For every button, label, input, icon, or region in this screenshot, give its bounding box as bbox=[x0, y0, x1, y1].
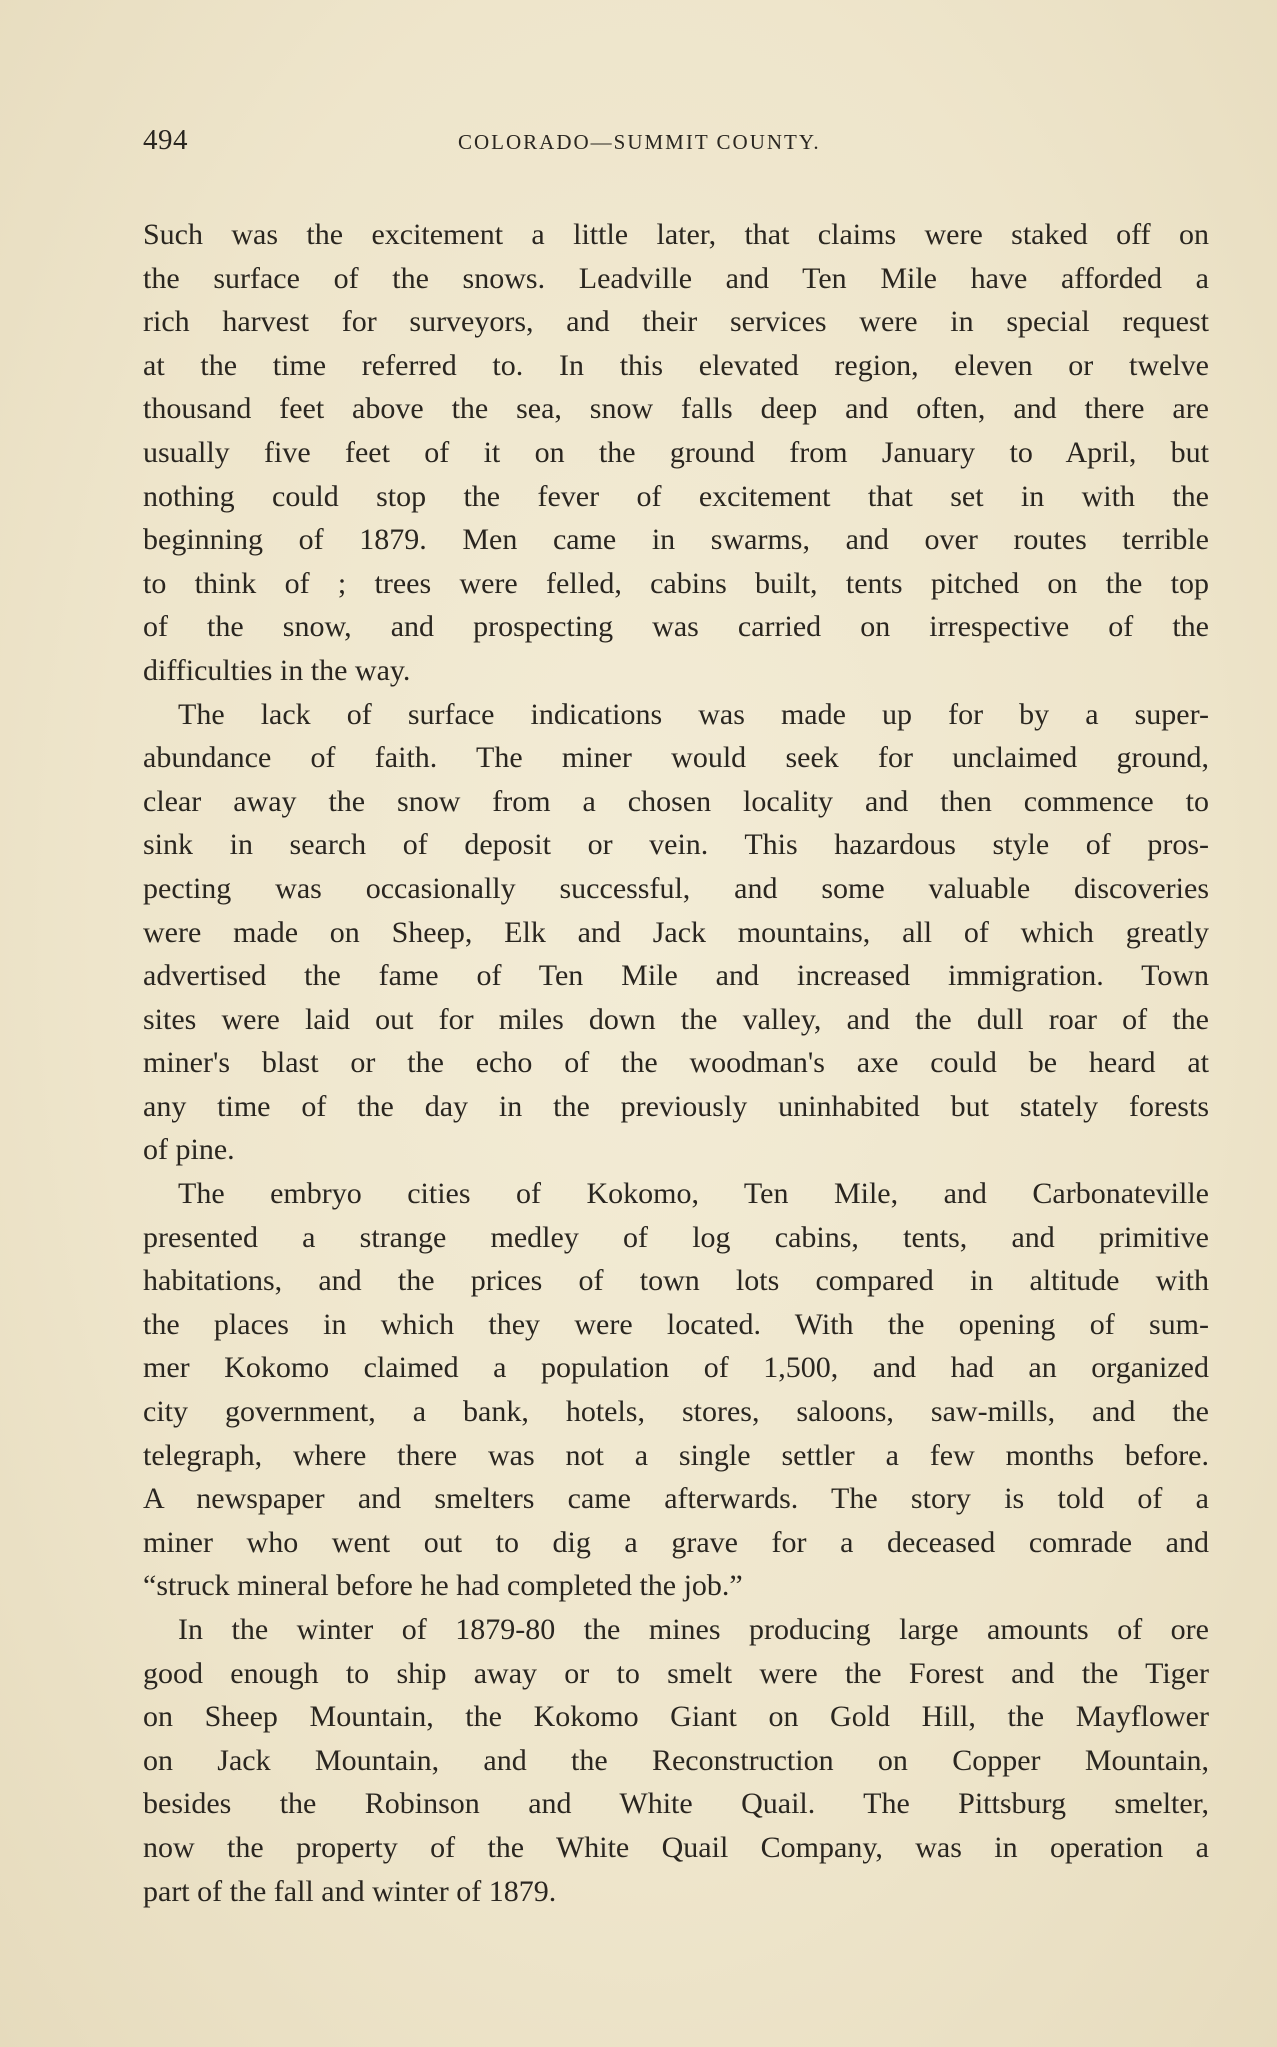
text-line: of pine. bbox=[143, 1133, 235, 1167]
text-line: to think of ; trees were felled, cabins built, tents pitched on the top bbox=[143, 566, 1209, 600]
text-line: clear away the snow from a chosen locality and then commence to bbox=[143, 784, 1209, 818]
text-line: part of the fall and winter of 1879. bbox=[143, 1874, 557, 1908]
text-line: on Jack Mountain, and the Reconstruction on Copper Mountain, bbox=[143, 1743, 1209, 1777]
text-line: the places in which they were located. With the opening of sum- bbox=[143, 1307, 1209, 1341]
text-line: rich harvest for surveyors, and their services were in special request bbox=[143, 305, 1209, 339]
text-line: The embryo cities of Kokomo, Ten Mile, and Carbonateville bbox=[178, 1177, 1209, 1211]
text-line: In the winter of 1879-80 the mines producing large amounts of ore bbox=[178, 1613, 1209, 1646]
text-line: were made on Sheep, Elk and Jack mountains, all of which greatly bbox=[143, 915, 1209, 949]
text-line: besides the Robinson and White Quail. The Pittsburg smelter, bbox=[143, 1787, 1209, 1821]
text-line: A newspaper and smelters came afterwards. The story is told of a bbox=[143, 1482, 1209, 1516]
text-line: pecting was occasionally successful, and some valuable discoveries bbox=[143, 871, 1209, 905]
text-line: “struck mineral before he had completed the job.” bbox=[143, 1569, 743, 1603]
text-line: The lack of surface indications was made up for by a super- bbox=[178, 697, 1209, 731]
text-line: the surface of the snows. Leadville and Ten Mile have afforded a bbox=[143, 261, 1209, 295]
text-line: nothing could stop the fever of excitement that set in with the bbox=[143, 479, 1209, 513]
text-line: mer Kokomo claimed a population of 1,500, and had an organized bbox=[143, 1351, 1209, 1385]
text-line: habitations, and the prices of town lots compared in altitude with bbox=[143, 1264, 1209, 1298]
text-line: usually five feet of it on the ground from January to April, but bbox=[143, 435, 1209, 469]
text-line: thousand feet above the sea, snow falls deep and often, and there are bbox=[143, 392, 1209, 426]
text-line: of the snow, and prospecting was carried on irrespective of the bbox=[143, 610, 1209, 644]
text-line: abundance of faith. The miner would seek for unclaimed ground, bbox=[143, 741, 1209, 775]
text-line: at the time referred to. In this elevated region, eleven or twelve bbox=[143, 348, 1209, 382]
body-text bbox=[143, 213, 1209, 1913]
text-line: on Sheep Mountain, the Kokomo Giant on Gold Hill, the Mayflower bbox=[143, 1700, 1209, 1734]
text-line: any time of the day in the previously uninhabited but stately forests bbox=[143, 1089, 1209, 1123]
text-line: presented a strange medley of log cabins, tents, and primitive bbox=[143, 1220, 1209, 1254]
text-line: city government, a bank, hotels, stores, saloons, saw-mills, and the bbox=[143, 1395, 1209, 1429]
text-line: good enough to ship away or to smelt were the Forest and the Tiger bbox=[143, 1656, 1209, 1690]
paragraph-1 bbox=[143, 213, 1209, 693]
text-line: now the property of the White Quail Company, was in operation a bbox=[143, 1830, 1209, 1864]
running-head: COLORADO—SUMMIT COUNTY. bbox=[458, 130, 821, 154]
paragraph-2 bbox=[143, 693, 1209, 1173]
page-header bbox=[143, 124, 1143, 164]
text-line: sink in search of deposit or vein. This hazardous style of pros- bbox=[143, 828, 1209, 862]
paragraph-4 bbox=[143, 1608, 1209, 1913]
text-line: difficulties in the way. bbox=[143, 653, 411, 687]
page-number: 494 bbox=[143, 124, 188, 156]
text-line: sites were laid out for miles down the valley, and the dull roar of the bbox=[143, 1002, 1209, 1036]
paragraph-3 bbox=[143, 1172, 1209, 1608]
text-line: miner who went out to dig a grave for a deceased comrade and bbox=[143, 1525, 1209, 1559]
text-line: advertised the fame of Ten Mile and increased immigration. Town bbox=[143, 959, 1209, 993]
text-line: telegraph, where there was not a single settler a few months before. bbox=[143, 1438, 1209, 1472]
text-line: beginning of 1879. Men came in swarms, and over routes terrible bbox=[143, 523, 1209, 557]
text-line: Such was the excitement a little later, that claims were staked off on bbox=[143, 218, 1209, 251]
text-line: miner's blast or the echo of the woodman's axe could be heard at bbox=[143, 1046, 1209, 1080]
